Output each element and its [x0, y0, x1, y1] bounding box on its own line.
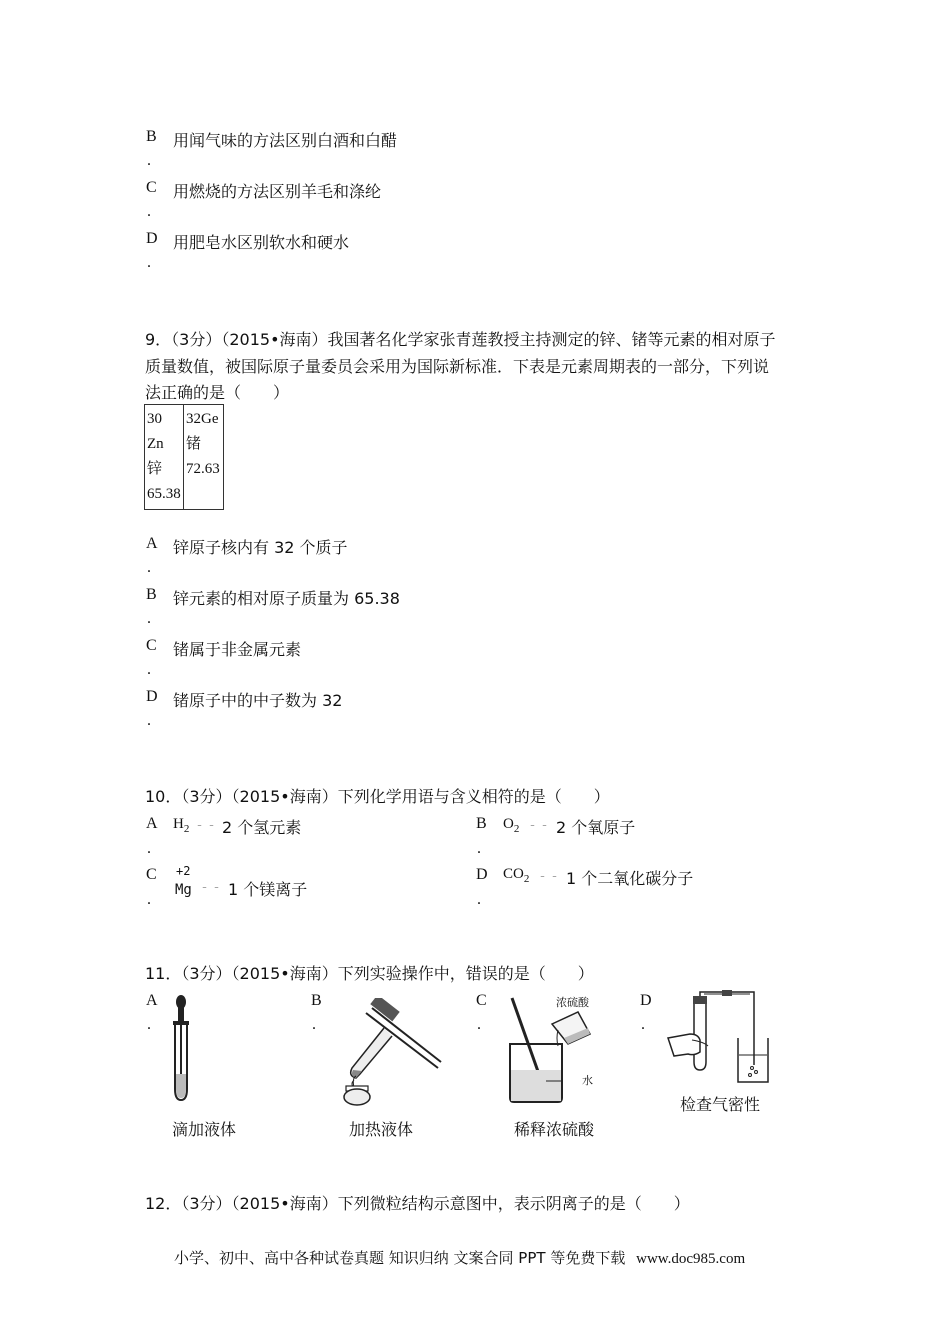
footer-promo — [174, 1247, 745, 1268]
option-dot: . — [312, 1016, 316, 1033]
option-dot: . — [147, 712, 151, 729]
option-text: 用肥皂水区别软水和硬水 — [173, 233, 350, 252]
q9-stem-line-3: 法正确的是（ ） — [145, 383, 290, 402]
option-letter: B — [476, 815, 487, 832]
q12-stem: 12．（3分）（2015•海南）下列微粒结构示意图中，表示阴离子的是（ ） — [145, 1194, 690, 1213]
option-text: 锗原子中的中子数为 32 — [173, 691, 343, 710]
magnesium-symbol: Mg — [175, 882, 192, 898]
option-letter-c: C — [476, 992, 487, 1009]
option-dash: ﹣﹣ — [195, 820, 220, 830]
option-letter: C — [146, 866, 157, 883]
caption-b: 加热液体 — [349, 1120, 414, 1139]
option-dash: ﹣﹣ — [200, 882, 225, 892]
dropper-test-tube-illustration — [160, 994, 210, 1106]
zinc-mass: 65.38 — [147, 486, 181, 502]
periodic-table-fragment — [144, 404, 224, 510]
option-letter: B — [146, 586, 157, 603]
option-formula: $O_2$ — [503, 816, 520, 835]
option-dot: . — [147, 610, 151, 627]
option-formula: $CO_2$ — [503, 866, 530, 885]
option-dash: ﹣﹣ — [528, 820, 553, 830]
option-text: 2 个氧原子 — [556, 818, 636, 837]
option-text: 锌原子核内有 32 个质子 — [173, 538, 348, 557]
option-text: 锗属于非金属元素 — [173, 640, 302, 659]
heating-liquid-illustration — [326, 998, 444, 1106]
q9-stem-line-2: 质量数值，被国际原子量委员会采用为国际新标准．下表是元素周期表的一部分，下列说 — [145, 357, 770, 376]
option-dot: . — [147, 840, 151, 857]
option-letter: D — [146, 688, 158, 705]
option-letter-d: D — [640, 992, 652, 1009]
zinc-name: 锌 — [147, 461, 163, 477]
zinc-number: 30 — [147, 411, 162, 427]
option-letter-b: B — [311, 992, 322, 1009]
charge-superscript: +2 — [176, 864, 191, 878]
option-text: 锌元素的相对原子质量为 65.38 — [173, 589, 400, 608]
diluting-acid-illustration — [502, 994, 622, 1106]
option-dot: . — [147, 254, 151, 271]
germanium-mass: 72.63 — [186, 461, 220, 477]
germanium-cell — [184, 405, 224, 510]
airtightness-check-illustration — [664, 990, 774, 1090]
option-dot: . — [147, 1016, 151, 1033]
caption-a: 滴加液体 — [172, 1120, 237, 1139]
option-dot: . — [147, 661, 151, 678]
option-letter-a: A — [146, 992, 158, 1009]
option-letter: A — [146, 535, 158, 552]
germanium-number-symbol: 32Ge — [186, 411, 219, 427]
option-dash: ﹣﹣ — [538, 871, 563, 881]
germanium-name: 锗 — [186, 436, 202, 452]
option-dot: . — [641, 1016, 645, 1033]
option-text: 用闻气味的方法区别白酒和白醋 — [173, 131, 398, 150]
caption-d: 检查气密性 — [680, 1095, 761, 1114]
zinc-cell — [145, 405, 184, 510]
acid-label: 浓硫酸 — [556, 996, 589, 1009]
option-text: 用燃烧的方法区别羊毛和涤纶 — [173, 182, 382, 201]
option-letter: C — [146, 637, 157, 654]
option-dot: . — [147, 203, 151, 220]
option-dot: . — [147, 559, 151, 576]
q10-stem: 10．（3分）（2015•海南）下列化学用语与含义相符的是（ ） — [145, 787, 610, 806]
option-text: 1 个二氧化碳分子 — [566, 869, 694, 888]
option-dot: . — [477, 1016, 481, 1033]
zinc-symbol: Zn — [147, 436, 164, 452]
option-dot: . — [147, 891, 151, 908]
option-dot: . — [147, 152, 151, 169]
option-text: 1 个镁离子 — [228, 880, 308, 899]
water-label: 水 — [582, 1074, 593, 1087]
option-letter: D — [476, 866, 488, 883]
option-letter: A — [146, 815, 158, 832]
option-letter: B — [146, 128, 157, 145]
option-text: 2 个氢元素 — [222, 818, 302, 837]
option-dot: . — [477, 891, 481, 908]
footer-url[interactable]: www.doc985.com — [636, 1251, 746, 1267]
caption-c: 稀释浓硫酸 — [514, 1120, 595, 1139]
option-letter: C — [146, 179, 157, 196]
q9-stem-line-1: 9．（3分）（2015•海南）我国著名化学家张青莲教授主持测定的锌、锗等元素的相对原子 — [145, 330, 776, 349]
option-dot: . — [477, 840, 481, 857]
footer-text: 小学、初中、高中各种试卷真题 知识归纳 文案合同 PPT 等免费下载 — [174, 1249, 626, 1267]
option-letter: D — [146, 230, 158, 247]
option-formula: $H_2$ — [173, 816, 190, 835]
q11-stem: 11．（3分）（2015•海南）下列实验操作中，错误的是（ ） — [145, 964, 594, 983]
